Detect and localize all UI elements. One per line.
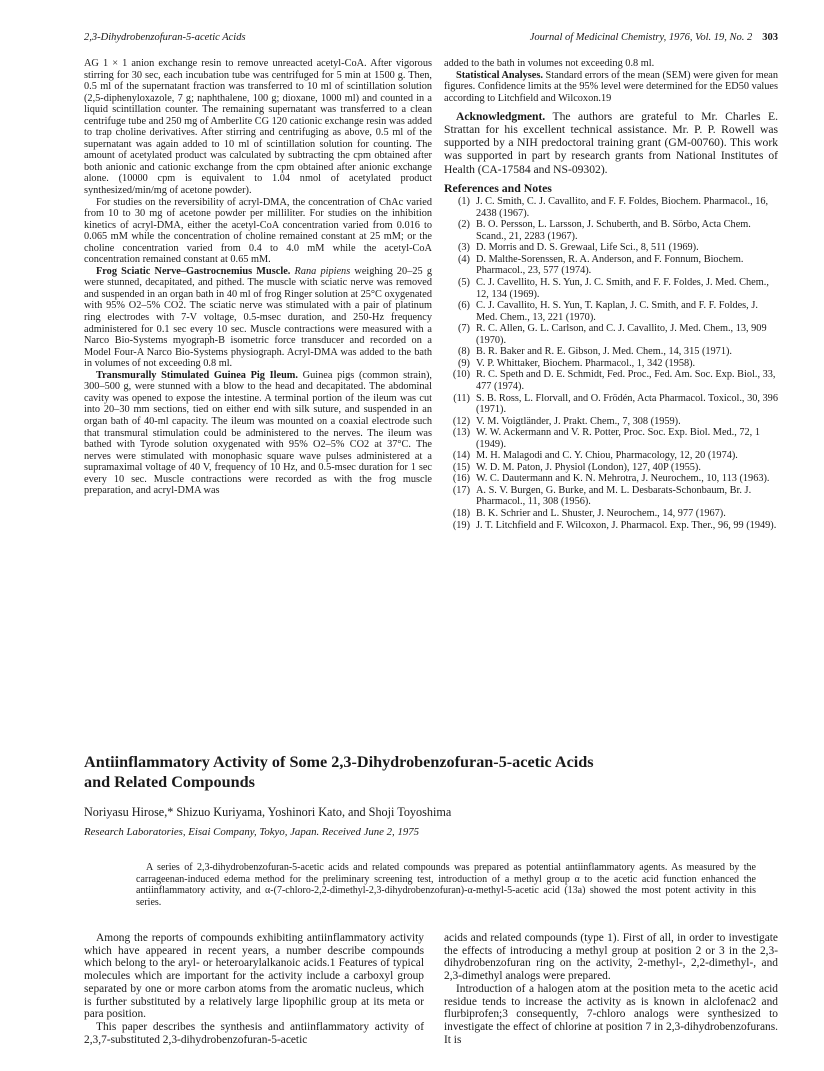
- guinea-pig-text: Guinea pigs (common strain), 300–500 g, were stunned with a blow to the head and decapitated. The abdominal cavity was opened to expose the intestine. A terminal portion of the ileum was cut into 20–30 mm sections, tied on either end with silk suture, and suspended in an organ bath of 40-ml capacity. The ileum was mounted on a coaxial electrode such that transmural stimulation could be administered to the nerves. The ileum was bathed with Tyrode solution oxygenated with 95% O2–5% CO2 at 37°C. The nerves were stimulated with monophasic square wave pulses administered at a supramaximal voltage of 40 V, frequency of 10 Hz, and 0.5-msec duration for 1 sec every 10 sec. Muscle contractions were recorded as with the frog muscle preparation, and acryl-DMA was: [84, 369, 432, 497]
- intro-paragraph-2: This paper describes the synthesis and antiinflammatory activity of 2,3,7-substituted 2,3-dihydrobenzofuran-5-acetic: [84, 1020, 424, 1046]
- reference-text: M. H. Malagodi and C. Y. Chiou, Pharmacology, 12, 20 (1974).: [476, 450, 738, 462]
- reference-item: [444, 196, 778, 219]
- reference-number: (1): [457, 196, 470, 208]
- reference-text: A. S. V. Burgen, G. Burke, and M. L. Desbarats-Schonbaum, Br. J. Pharmacol., 11, 308 (1956).: [476, 484, 752, 508]
- reference-number: (2): [457, 219, 470, 231]
- reference-text: B. O. Persson, L. Larsson, J. Schuberth, and B. Sörbo, Acta Chem. Scand., 21, 2283 (1967).: [476, 219, 751, 242]
- reference-number: (8): [457, 346, 470, 358]
- reference-item: [444, 427, 778, 450]
- intro-paragraph-3: acids and related compounds (type 1). First of all, in order to investigate the effects of introducing a methyl group at position 2 or 3 in the 2,3-dihydrobenzofuran ring on the activity, 2-methyl-, 2,2-dimethyl-, and 2,3-dimethyl analogs were prepared.: [444, 932, 778, 983]
- reference-text: W. D. M. Paton, J. Physiol (London), 127, 40P (1955).: [476, 461, 701, 473]
- reference-item: [444, 242, 778, 254]
- article-title-line-1: Antiinflammatory Activity of Some 2,3-Dihydrobenzofuran-5-acetic Acids: [84, 753, 594, 771]
- frog-muscle-heading: Frog Sciatic Nerve–Gastrocnemius Muscle.: [96, 265, 291, 277]
- reference-item: [444, 300, 778, 323]
- left-column: [84, 58, 432, 497]
- reference-item: [444, 520, 778, 532]
- reference-item: [444, 450, 778, 462]
- reference-number: (15): [452, 461, 470, 473]
- reference-number: (10): [452, 369, 470, 381]
- article-body-right: [444, 932, 778, 1046]
- intro-paragraph-4: Introduction of a halogen atom at the position meta to the acetic acid residue tends to increase the activity as is known in alclofenac2 and flurbiprofen;3 consequently, 7-chloro analogs were synthesized to investigate the effect of chlorine at position 7 in 2,3-dihydrobenzofurans. It is: [444, 982, 778, 1046]
- reference-number: (9): [457, 357, 470, 369]
- running-header-left: 2,3-Dihydrobenzofuran-5-acetic Acids: [84, 32, 246, 43]
- reference-number: (12): [452, 415, 470, 427]
- acknowledgment-heading: Acknowledgment.: [456, 110, 546, 124]
- reference-text: C. J. Cavallito, H. S. Yun, T. Kaplan, J. C. Smith, and F. F. Foldes, J. Med. Chem., 13, 221 (1970).: [476, 300, 758, 323]
- article-title: [84, 752, 784, 792]
- reference-text: C. J. Cavellito, H. S. Yun, J. C. Smith, and F. F. Foldes, J. Med. Chem., 12, 134 (1969).: [476, 277, 769, 300]
- methods-paragraph-2: For studies on the reversibility of acryl-DMA, the concentration of ChAc varied from 10 to 30 mg of acetone powder per milliliter. For studies on the inhibition kinetics of acryl-DMA, either the acetyl-CoA concentration varied from 0.016 to 0.065 mM while the concentration of choline remained constant at 25 mM; or the choline concentration varied from 0.4 to 4.0 mM while the acetyl-CoA concentration remained constant at 0.65 mM.: [84, 196, 432, 266]
- reference-text: J. C. Smith, C. J. Cavallito, and F. F. Foldes, Biochem. Pharmacol., 16, 2438 (1967).: [476, 196, 769, 219]
- article-abstract: A series of 2,3-dihydrobenzofuran-5-acetic acids and related compounds was prepared as potential antiinflammatory agents. As measured by the carrageenan-induced edema method for the preliminary screening test, introduction of a methyl group α to the acetic acid function enhanced the antiinflammatory activity, and α-(7-chloro-2,2-dimethyl-2,3-dihydrobenzofuran)-α-methyl-5-acetic acid (13a) showed the most potent activity in this series.: [136, 862, 756, 908]
- frog-species: Rana pipiens: [294, 265, 351, 277]
- reference-number: (13): [452, 427, 470, 439]
- reference-text: W. W. Ackermann and V. R. Potter, Proc. Soc. Exp. Biol. Med., 72, 1 (1949).: [476, 427, 760, 450]
- reference-text: W. C. Dautermann and K. N. Mehrotra, J. Neurochem., 10, 113 (1963).: [476, 473, 770, 485]
- reference-number: (5): [457, 277, 470, 289]
- reference-number: (14): [452, 450, 470, 462]
- acknowledgment-text: The authors are grateful to Mr. Charles E. Strattan for his excellent technical assistance. Mr. P. P. Rowell was supported by a NIH predoctoral training grant (GM-00760). This work was supported in part by research grants from National Institutes of Health (CA-17584 and NS-09302).: [444, 110, 778, 176]
- reference-text: V. M. Voigtländer, J. Prakt. Chem., 7, 308 (1959).: [476, 415, 681, 427]
- running-header: [84, 32, 778, 43]
- statistics-heading: Statistical Analyses.: [456, 69, 543, 81]
- reference-item: [444, 485, 778, 508]
- frog-muscle-text: weighing 20–25 g were stunned, decapitated, and pithed. The muscle with sciatic nerve was removed and suspended in an organ bath in 40 ml of frog Ringer solution at 25°C oxygenated with 95% O2–5% CO2. The sciatic nerve was stimulated with a pair of platinum ring electrodes with 7-V voltage, 0.5-msec duration, and 250-Hz frequency administered for 0.1 sec every 10 sec. Muscle contractions were measured with a Narco Bio-Systems myograph-B isometric force transducer and recorded on a Model Four-A Narco Bio-Systems physiograph. Acryl-DMA was added to the bath in volumes of not exceeding 0.8 ml.: [84, 265, 432, 370]
- reference-text: D. Morris and D. S. Grewaal, Life Sci., 8, 511 (1969).: [476, 242, 699, 254]
- reference-item: [444, 369, 778, 392]
- references-list: [444, 196, 778, 531]
- reference-item: [444, 358, 778, 370]
- reference-item: [444, 508, 778, 520]
- reference-item: [444, 462, 778, 474]
- reference-number: (17): [452, 484, 470, 496]
- statistics-paragraph: [444, 70, 778, 105]
- reference-text: D. Malthe-Sorenssen, R. A. Anderson, and F. Fonnum, Biochem. Pharmacol., 23, 577 (1974).: [476, 253, 744, 277]
- journal-citation: Journal of Medicinal Chemistry, 1976, Vol. 19, No. 2: [529, 32, 753, 43]
- reference-text: V. P. Whittaker, Biochem. Pharmacol., 1, 342 (1958).: [476, 357, 696, 369]
- guinea-pig-paragraph: [84, 370, 432, 497]
- intro-paragraph-1: Among the reports of compounds exhibiting antiinflammatory activity which have appeared in recent years, a number describe compounds which belong to the aryl- or heteroarylalkanoic acids.1 Features of typical molecules which are important for the activity include a carboxyl group separated by one or more carbon atoms from the aromatic nucleus, which is further substituted by a relatively large lipophilic group at its meta or para position.: [84, 932, 424, 1021]
- reference-text: R. C. Allen, G. L. Carlson, and C. J. Cavallito, J. Med. Chem., 13, 909 (1970).: [476, 323, 767, 346]
- reference-text: R. C. Speth and D. E. Schmidt, Fed. Proc., Fed. Am. Soc. Exp. Biol., 33, 477 (1974).: [476, 369, 776, 392]
- reference-number: (18): [452, 507, 470, 519]
- reference-number: (6): [457, 300, 470, 312]
- frog-muscle-paragraph: [84, 266, 432, 370]
- reference-item: [444, 416, 778, 428]
- article-authors: Noriyasu Hirose,* Shizuo Kuriyama, Yoshinori Kato, and Shoji Toyoshima: [84, 805, 452, 819]
- reference-item: [444, 323, 778, 346]
- reference-text: J. T. Litchfield and F. Wilcoxon, J. Pharmacol. Exp. Ther., 96, 99 (1949).: [476, 519, 777, 531]
- reference-number: (16): [452, 473, 470, 485]
- reference-number: (4): [457, 253, 470, 265]
- reference-item: [444, 393, 778, 416]
- references-heading: References and Notes: [444, 180, 552, 195]
- reference-item: [444, 473, 778, 485]
- methods-paragraph-1: AG 1 × 1 anion exchange resin to remove unreacted acetyl-CoA. After vigorous stirring for 30 sec, each incubation tube was centrifuged for 5 min at 1500 g. Then, 0.5 ml of the supernatant fraction was transferred to 10 ml of scintillation solution (2,5-diphenyloxazole, 7 g; naphthalene, 100 g; dioxane, 1000 ml) and counted in a liquid scintillation counter. The remaining supernatant was transferred to a clean centrifuge tube and 250 mg of Amberlite CG 120 cationic exchange resin was added to trap choline derivatives. After stirring and centrifuging as above, 0.5 ml of the supernatant was again added to 10 ml of scintillation solution for counting. The amount of acetylated product was calculated by subtracting the cpm obtained after both anionic and cationic exchange from the cpm obtained after anionic exchange alone. (10000 cpm is equivalent to 1.04 nmol of acetylated product synthesized/min/mg of acetone powder).: [84, 58, 432, 197]
- article-body-left: [84, 932, 424, 1046]
- page-number: 303: [762, 32, 778, 43]
- reference-item: [444, 277, 778, 300]
- reference-number: (19): [452, 519, 470, 531]
- continuation-text: added to the bath in volumes not exceeding 0.8 ml.: [444, 58, 655, 69]
- guinea-pig-heading: Transmurally Stimulated Guinea Pig Ileum.: [96, 369, 298, 381]
- statistics-text: Standard errors of the mean (SEM) were given for mean figures. Confidence limits at the 95% level were determined for the ED50 values according to Litchfield and Wilcoxon.19: [444, 69, 779, 104]
- reference-number: (7): [457, 323, 470, 335]
- running-header-right: [530, 32, 778, 43]
- reference-text: S. B. Ross, L. Florvall, and O. Frödén, Acta Pharmacol. Toxicol., 30, 396 (1971).: [476, 392, 778, 416]
- reference-text: B. K. Schrier and L. Shuster, J. Neurochem., 14, 977 (1967).: [476, 507, 726, 519]
- article-affiliation: Research Laboratories, Eisai Company, Tokyo, Japan. Received June 2, 1975: [84, 826, 420, 838]
- reference-item: [444, 254, 778, 277]
- article-title-line-2: and Related Compounds: [84, 773, 255, 791]
- acknowledgment-paragraph: [444, 110, 778, 175]
- reference-item: [444, 219, 778, 242]
- reference-number: (11): [453, 392, 470, 404]
- right-column: [444, 58, 778, 531]
- reference-text: B. R. Baker and R. E. Gibson, J. Med. Chem., 14, 315 (1971).: [476, 346, 732, 358]
- reference-item: [444, 346, 778, 358]
- reference-number: (3): [457, 242, 470, 254]
